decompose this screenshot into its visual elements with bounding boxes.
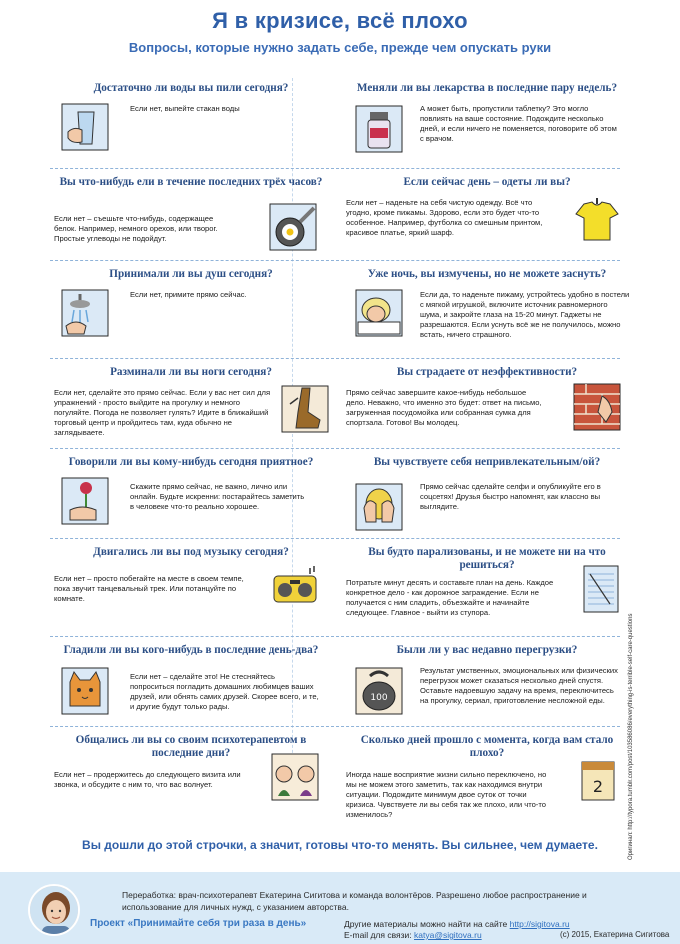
question-title: Меняли ли вы лекарства в последние пару недель? bbox=[356, 82, 618, 94]
row-divider bbox=[50, 636, 620, 637]
cat-icon bbox=[60, 666, 110, 716]
right-card bbox=[346, 264, 628, 352]
copyright: (с) 2015, Екатерина Сигитова bbox=[560, 930, 670, 939]
answer-text: Если нет, сделайте это прямо сейчас. Если у вас нет сил для упражнений - просто выйдите на прогулку и немного погуляйте. Погода не позволяет гулять? Идите в ближайший торговый центр и пройдитесь там, куда обычно не заглядываете. bbox=[54, 388, 271, 437]
notepad-icon bbox=[576, 564, 626, 614]
question-title: Были ли у вас недавно перегрузки? bbox=[396, 644, 578, 656]
question-title: Вы будто парализованы, и не можете ни на что решиться? bbox=[368, 546, 606, 571]
svg-text:100: 100 bbox=[370, 693, 388, 703]
question-title: Разминали ли вы ноги сегодня? bbox=[110, 366, 272, 378]
row-divider bbox=[50, 358, 620, 359]
left-card bbox=[50, 172, 332, 260]
answer-text: Если нет – наденьте на себя чистую одежду. Всё что угодно, кроме пижамы. Здорово, если это будет что-то особенное. Например, футболка со смешным принтом, красивое платье, яркий шарф. bbox=[346, 198, 543, 237]
question-title: Достаточно ли воды вы пили сегодня? bbox=[93, 82, 289, 94]
question-title: Двигались ли вы под музыку сегодня? bbox=[93, 546, 289, 558]
answer-text: Прямо сейчас завершите какое-нибудь небольшое дело. Неважно, что именно это будет: ответ на письмо, загруженная посудомойка или собранная сумка для спортзала. Готово! Вы молодец. bbox=[346, 388, 542, 427]
left-card bbox=[50, 362, 332, 450]
right-card bbox=[346, 172, 628, 260]
left-card bbox=[50, 264, 332, 352]
svg-text:2: 2 bbox=[592, 777, 604, 796]
question-title: Говорили ли вы кому-нибудь сегодня приятное? bbox=[68, 456, 314, 468]
answer-text: Если нет – продержитесь до следующего визита или звонка, и обсудите с ним то, что вас волнует. bbox=[54, 770, 241, 789]
sleeping-person-icon bbox=[354, 288, 404, 338]
answer-text: Скажите прямо сейчас, не важно, лично или онлайн. Будьте искренни: постарайтесь заметить в человеке что-то реально хорошее. bbox=[130, 482, 305, 511]
boombox-icon bbox=[270, 562, 320, 612]
kettlebell-100-icon bbox=[354, 666, 404, 716]
page-title: Я в кризисе, всё плохо bbox=[212, 8, 468, 33]
left-card bbox=[50, 730, 332, 818]
answer-text: А может быть, пропустили таблетку? Это могло повлиять на ваше состояние. Подождите несколько дней, и если ничего не поменяется, поговорите об этом с врачом. bbox=[420, 104, 617, 143]
answer-text: Прямо сейчас сделайте селфи и опубликуйте его в соцсетях! Друзья быстро напомнят, как классно вы выглядите. bbox=[420, 482, 601, 511]
answer-text: Если нет – сделайте это! Не стесняйтесь попроситься погладить домашних любимцев ваших друзей, или обнять самих друзей. Скорее всего, и те, и другие будут только рады. bbox=[130, 672, 319, 711]
question-title: Вы что-нибудь ели в течение последних трёх часов? bbox=[59, 176, 323, 188]
calendar-icon bbox=[572, 754, 622, 804]
right-card bbox=[346, 452, 628, 540]
t-shirt-icon bbox=[572, 196, 622, 246]
row-divider bbox=[50, 168, 620, 169]
walking-boots-icon bbox=[280, 384, 330, 434]
row-divider bbox=[50, 726, 620, 727]
answer-text: Если нет – съешьте что-нибудь, содержащее белок. Например, немного орехов, или творог. Простые углеводы не подойдут. bbox=[54, 214, 218, 243]
header bbox=[0, 8, 680, 55]
more-materials-text: Другие материалы можно найти на сайте bbox=[344, 919, 508, 929]
left-card bbox=[50, 452, 332, 540]
question-title: Вы страдаете от неэффективности? bbox=[396, 366, 578, 378]
frying-pan-icon bbox=[268, 202, 318, 252]
right-card bbox=[346, 362, 628, 450]
question-title: Принимали ли вы душ сегодня? bbox=[109, 268, 273, 280]
project-name: Проект «Принимайте себя три раза в день» bbox=[90, 918, 307, 929]
question-title: Общались ли вы со своим психотерапевтом в последние дни? bbox=[75, 734, 307, 759]
therapist-talk-icon bbox=[270, 752, 320, 802]
page-subtitle: Вопросы, которые нужно задать себе, прежде чем опускать руки bbox=[128, 40, 552, 55]
rose-in-hand-icon bbox=[60, 476, 110, 526]
shower-icon bbox=[60, 288, 110, 338]
pill-bottle-icon bbox=[354, 104, 404, 154]
email-link[interactable]: katya@sigitova.ru bbox=[414, 930, 482, 940]
credits-text: Переработка: врач-психотерапевт Екатерина Сигитова и команда волонтёров. Разрешено любое распространение и использование для личных нужд, с указанием авторства. bbox=[122, 890, 587, 912]
question-title: Гладили ли вы кого-нибудь в последние день-два? bbox=[63, 644, 319, 656]
answer-text: Потратьте минут десять и составьте план на день. Каждое конкретное дело - как дорожное заграждение. Если не получается с ним сладить, объезжайте и начинайте следующее. Главное - выйти из ступора. bbox=[346, 578, 554, 617]
author-avatar bbox=[28, 884, 80, 936]
more-info bbox=[344, 919, 570, 941]
question-title: Если сейчас день – одеты ли вы? bbox=[403, 176, 571, 188]
question-title: Вы чувствуете себя непривлекательным/ой? bbox=[373, 456, 601, 468]
question-title: Сколько дней прошло с момента, когда вам стало плохо? bbox=[360, 734, 614, 759]
right-card bbox=[346, 640, 628, 728]
row-divider bbox=[50, 260, 620, 261]
row-divider bbox=[50, 448, 620, 449]
water-glass-icon bbox=[60, 102, 110, 152]
source-note: Оригинал: http://typora.tumblr.com/post/103586086/everything-is-terrible-self-care-questions bbox=[628, 613, 634, 860]
brick-wall-icon bbox=[572, 382, 622, 432]
face-in-hands-icon bbox=[354, 482, 404, 532]
site-link[interactable]: http://sigitova.ru bbox=[509, 919, 570, 929]
answer-text: Если нет, примите прямо сейчас. bbox=[130, 290, 247, 299]
right-card bbox=[346, 78, 628, 166]
answer-text: Если нет, выпейте стакан воды bbox=[130, 104, 240, 113]
row-divider bbox=[50, 538, 620, 539]
answer-text: Если нет – просто побегайте на месте в своем темпе, пока звучит танцевальный трек. Или потанцуйте по комнате. bbox=[54, 574, 244, 603]
left-card bbox=[50, 542, 332, 630]
answer-text: Результат умственных, эмоциональных или физических перегрузок может сказаться несколько дней спустя. Оставьте надоевшую задачу на время, переключитесь на прогулку, сериал, приготовление несложной еды. bbox=[420, 666, 618, 705]
email-label: E-mail для связи: bbox=[344, 930, 412, 940]
question-title: Уже ночь, вы измучены, но не можете заснуть? bbox=[367, 268, 607, 280]
left-card bbox=[50, 640, 332, 728]
closing-line: Вы дошли до этой строчки, а значит, готовы что-то менять. Вы сильнее, чем думаете. bbox=[82, 838, 598, 852]
left-card bbox=[50, 78, 332, 166]
answer-text: Если да, то наденьте пижаму, устройтесь удобно в постели с мягкой игрушкой, включите источник равномерного шума, и закройте глаза на 15-20 минут. Гаджеты не разрешаются. Если уснуть всё же не получилось, можно встать, ничего страшного. bbox=[420, 290, 630, 339]
right-card bbox=[346, 730, 628, 818]
answer-text: Иногда наше восприятие жизни сильно переключено, но мы не можем этого заметить, так как находимся внутри ситуации. Подождите минимум двое суток от точки кризиса. Чувствуете ли вы себя так же плохо, или что-то изменилось? bbox=[346, 770, 547, 819]
right-card bbox=[346, 542, 628, 630]
